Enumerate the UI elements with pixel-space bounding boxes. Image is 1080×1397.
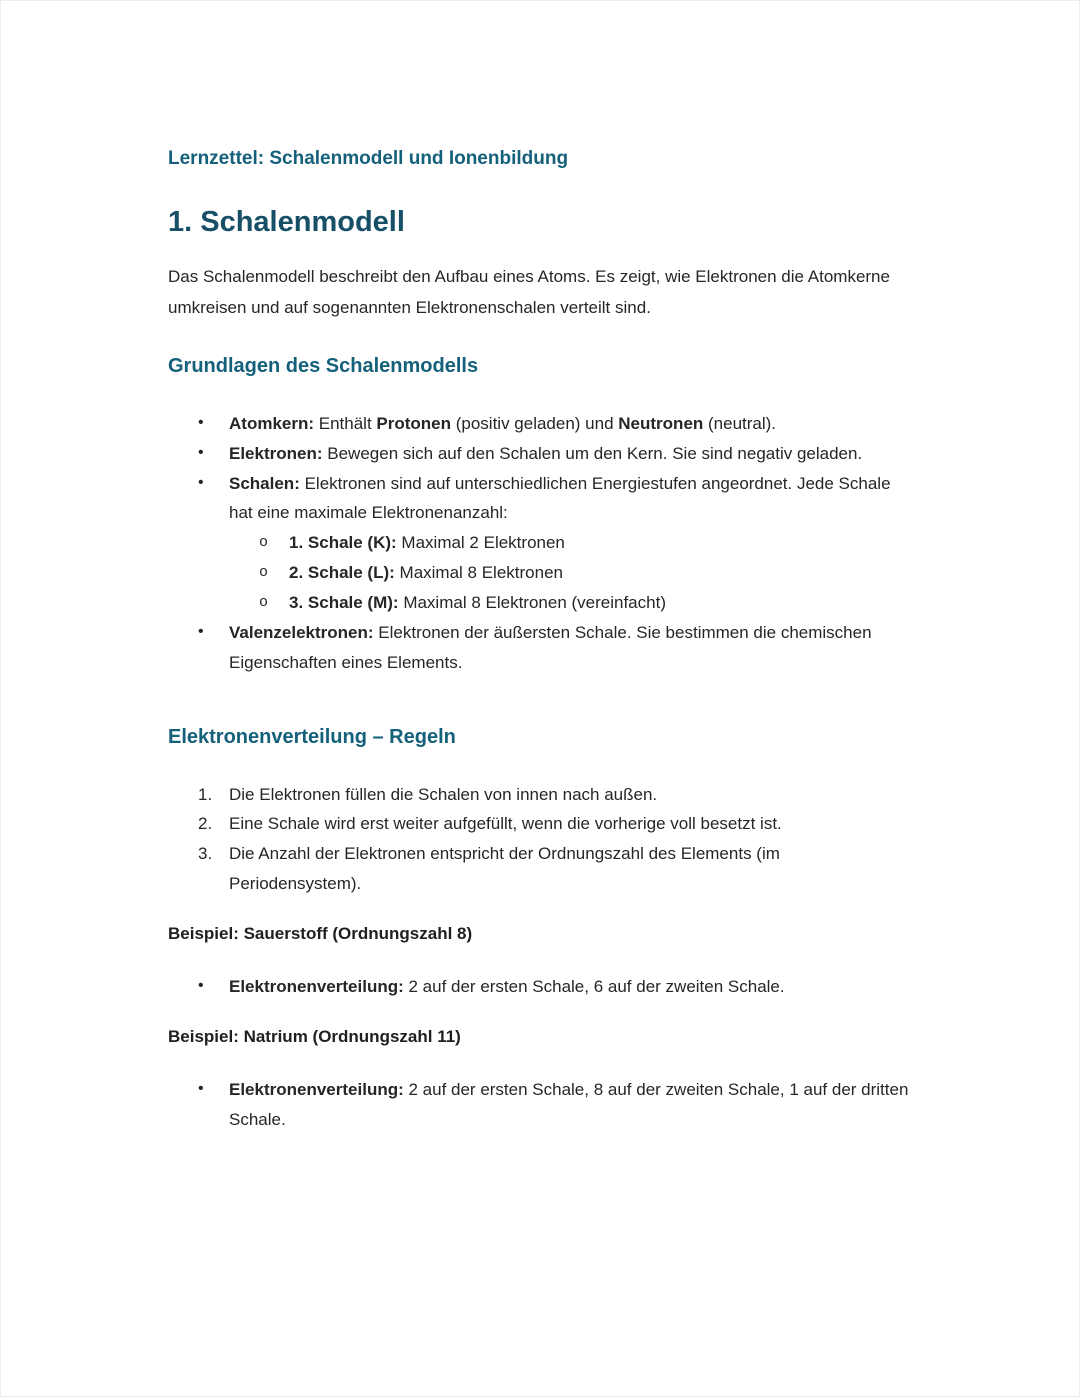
example-heading-natrium: Beispiel: Natrium (Ordnungszahl 11) xyxy=(168,1026,461,1046)
list-item-text: 2. Schale (L): Maximal 8 Elektronen xyxy=(289,563,563,583)
document-content xyxy=(168,147,914,1135)
bullet-icon: • xyxy=(198,977,204,995)
regeln-numbered-list xyxy=(168,780,914,899)
bullet-icon: • xyxy=(198,1080,204,1098)
list-item-text: Elektronenverteilung: 2 auf der ersten Schale, 6 auf der zweiten Schale. xyxy=(229,977,785,997)
list-item-text: 1. Schale (K): Maximal 2 Elektronen xyxy=(289,533,565,553)
sauerstoff-list xyxy=(168,972,914,1002)
numbered-item xyxy=(198,809,914,839)
intro-paragraph: Das Schalenmodell beschreibt den Aufbau eines Atoms. Es zeigt, wie Elektronen die Atomkerne umkreisen und auf sogenannten Elektronenschalen verteilt sind. xyxy=(168,266,890,317)
sub-bullet-icon: o xyxy=(259,564,269,582)
list-item-text: 3. Schale (M): Maximal 8 Elektronen (vereinfacht) xyxy=(289,593,666,613)
list-item-schalen xyxy=(198,469,914,529)
list-item-text: Elektronenverteilung: 2 auf der ersten Schale, 8 auf der zweiten Schale, 1 auf der dritten Schale. xyxy=(229,1080,909,1130)
list-item-text: Schalen: Elektronen sind auf unterschiedlichen Energiestufen angeordnet. Jede Schale hat eine maximale Elektronenanzahl: xyxy=(229,473,891,523)
list-item-text: Atomkern: Enthält Protonen (positiv geladen) und Neutronen (neutral). xyxy=(229,414,777,434)
sub-bullet-icon: o xyxy=(259,534,269,552)
bullet-icon: • xyxy=(198,414,204,432)
item-number: 1. xyxy=(198,784,213,804)
heading-regeln: Elektronenverteilung – Regeln xyxy=(168,725,456,748)
item-number: 2. xyxy=(198,814,213,834)
list-item-text: Valenzelektronen: Elektronen der äußersten Schale. Sie bestimmen die chemischen Eigenschaften eines Elements. xyxy=(229,623,872,672)
example-bullet xyxy=(198,972,914,1002)
bullet-icon: • xyxy=(198,473,204,491)
doc-title: Lernzettel: Schalenmodell und Ionenbildung xyxy=(168,148,569,169)
item-number: 3. xyxy=(198,844,213,864)
natrium-list xyxy=(168,1075,914,1135)
sub-list-item-schale-k xyxy=(259,528,914,558)
example-heading-sauerstoff: Beispiel: Sauerstoff (Ordnungszahl 8) xyxy=(168,923,473,943)
sub-list-item-schale-m xyxy=(259,588,914,618)
bullet-icon: • xyxy=(198,623,204,641)
heading-grundlagen: Grundlagen des Schalenmodells xyxy=(168,355,479,378)
list-item-atomkern xyxy=(198,409,914,439)
numbered-item-text: Die Elektronen füllen die Schalen von innen nach außen. xyxy=(229,784,658,804)
heading-schalenmodell: 1. Schalenmodell xyxy=(168,205,405,238)
numbered-item-text: Eine Schale wird erst weiter aufgefüllt, wenn die vorherige voll besetzt ist. xyxy=(229,814,782,834)
numbered-item-text: Die Anzahl der Elektronen entspricht der Ordnungszahl des Elements (im Periodensystem). xyxy=(229,844,780,893)
list-item-elektronen xyxy=(198,439,914,469)
example-bullet xyxy=(198,1075,914,1135)
list-item-text: Elektronen: Bewegen sich auf den Schalen um den Kern. Sie sind negativ geladen. xyxy=(229,443,863,463)
list-item-valenzelektronen xyxy=(198,618,914,678)
sub-list-item-schale-l xyxy=(259,558,914,588)
sub-bullet-icon: o xyxy=(259,594,269,612)
bullet-icon: • xyxy=(198,443,204,461)
numbered-item xyxy=(198,839,914,899)
numbered-item xyxy=(198,780,914,810)
grundlagen-list xyxy=(168,409,914,678)
